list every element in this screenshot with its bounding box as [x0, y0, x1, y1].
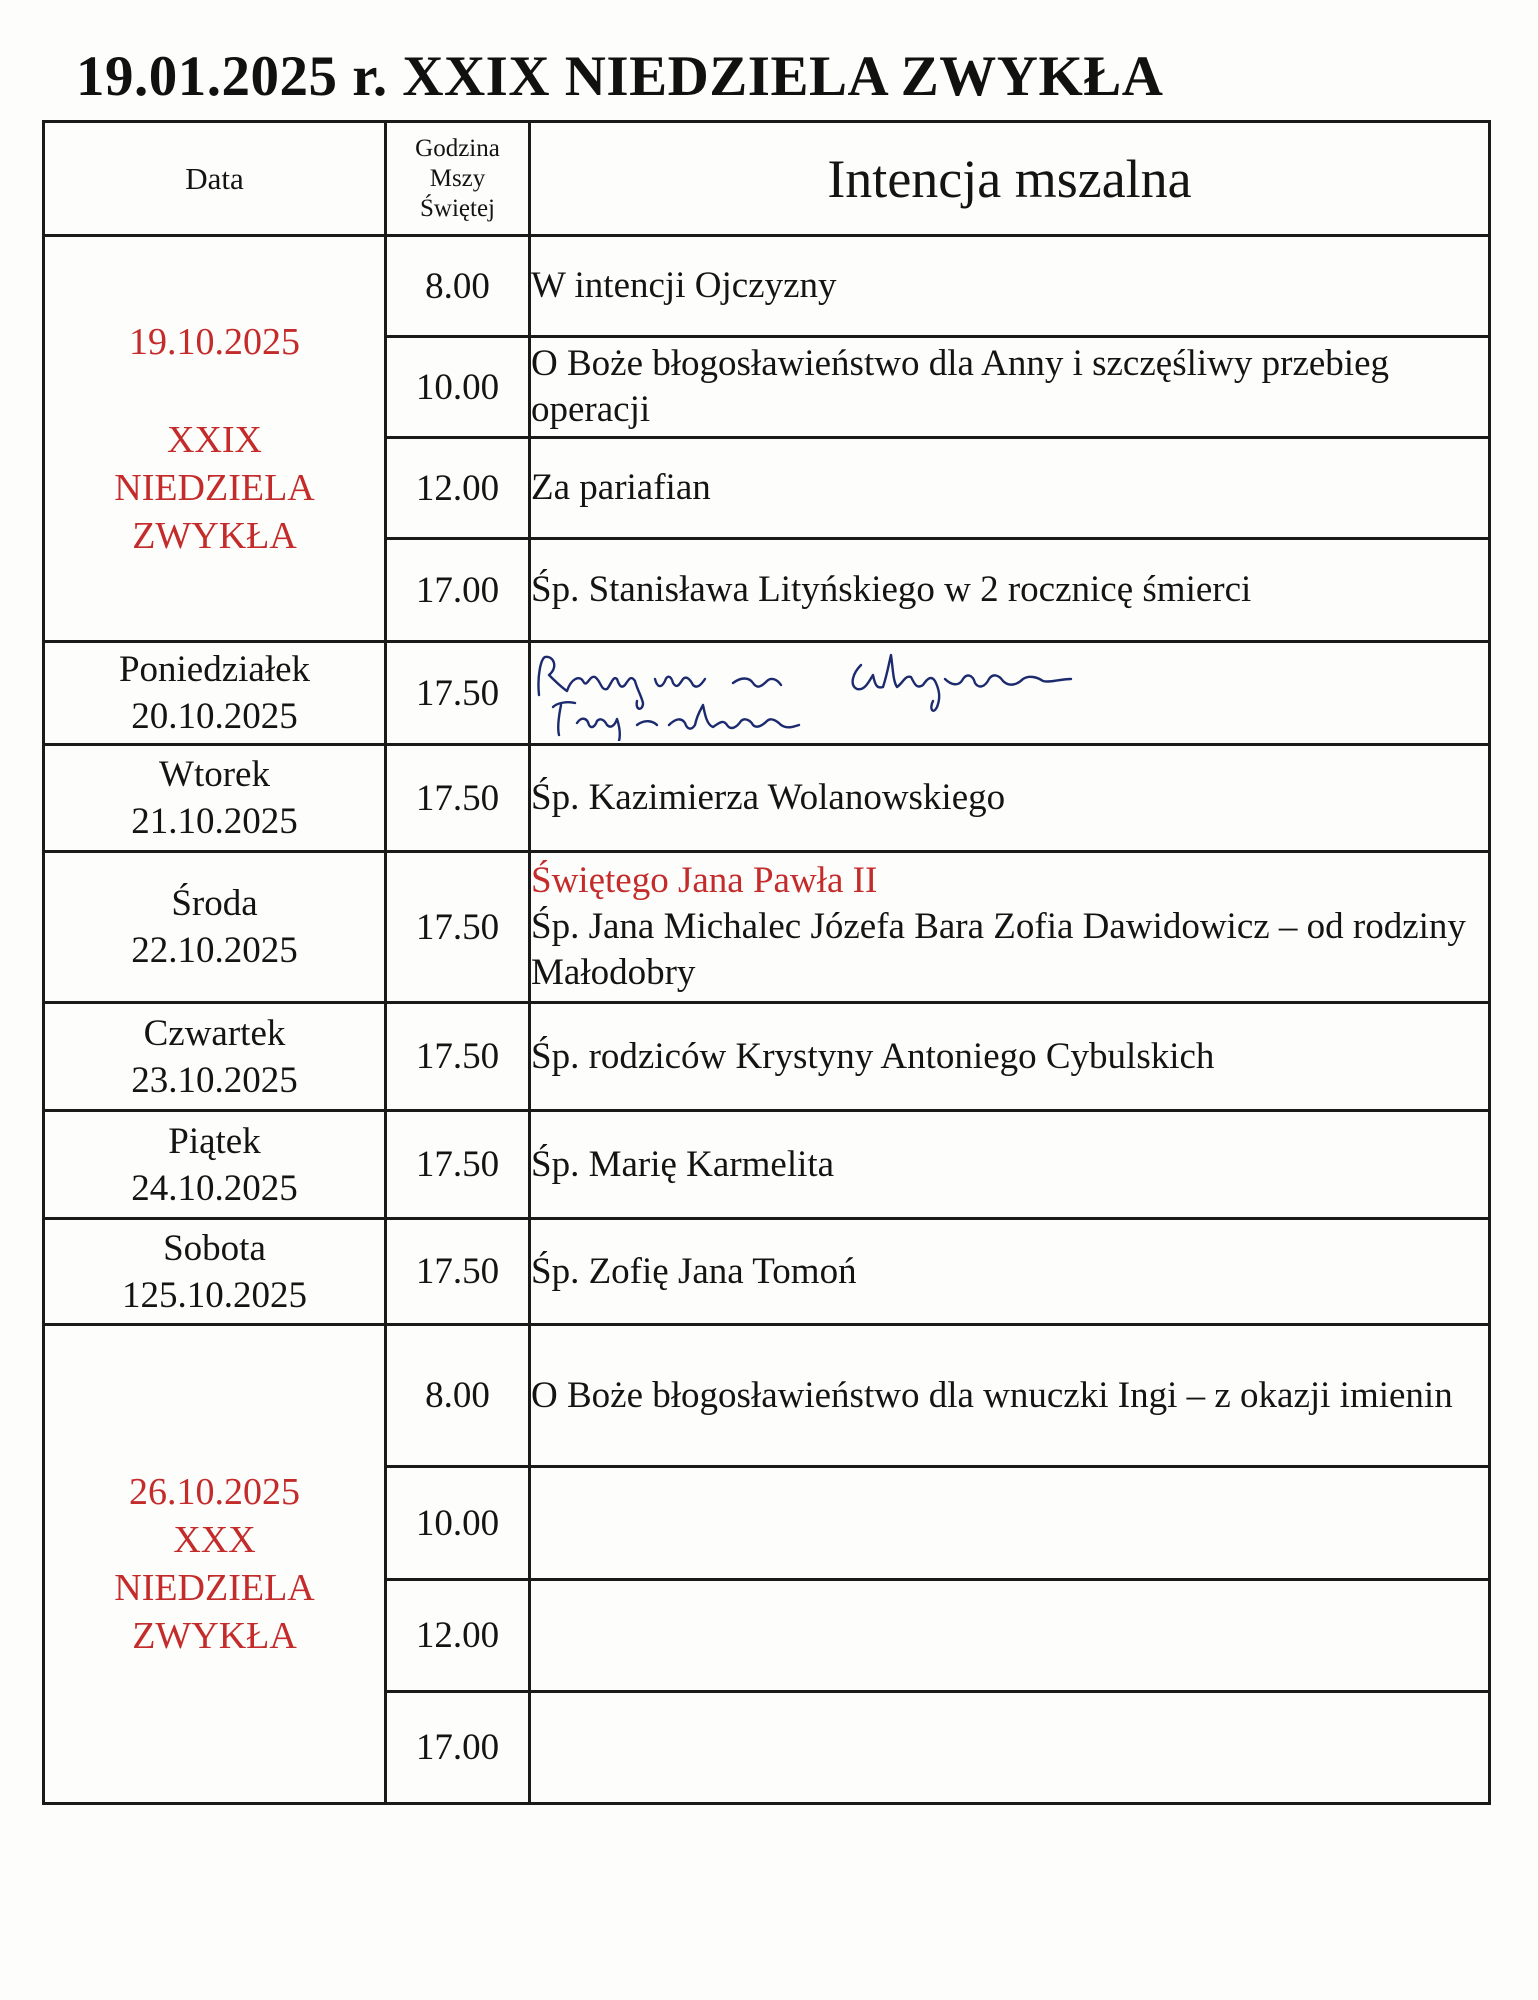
- sunday2-name-line3: ZWYKŁA: [132, 1615, 297, 1657]
- mass-intention: [530, 1467, 1490, 1580]
- table-row: [44, 1003, 1490, 1111]
- sunday2-name-line1: XXX: [173, 1519, 256, 1561]
- table-row: [44, 642, 1490, 745]
- mass-time: 17.50: [386, 745, 530, 852]
- sunday1-date: 19.10.2025: [129, 320, 300, 363]
- mass-intention: O Boże błogosławieństwo dla Anny i szczęśliwy przebieg operacji: [530, 337, 1490, 438]
- mass-intention: [530, 642, 1490, 745]
- weekday-date: 23.10.2025: [131, 1059, 298, 1101]
- header-time-line1: Godzina: [415, 134, 500, 162]
- mass-time: 8.00: [386, 236, 530, 337]
- mass-intention-cell: [530, 852, 1490, 1003]
- mass-intention: Śp. Stanisława Lityńskiego w 2 rocznicę śmierci: [530, 539, 1490, 642]
- header-time-line3: Świętej: [420, 194, 495, 222]
- table-row: [44, 236, 1490, 337]
- weekday-name: Poniedziałek: [118, 649, 311, 690]
- header-time-line2: Mszy: [429, 164, 486, 192]
- weekday-date: 22.10.2025: [131, 930, 298, 971]
- header-time: [386, 122, 530, 236]
- mass-time: 17.50: [386, 1219, 530, 1325]
- page-title: 19.01.2025 r. XXIX NIEDZIELA ZWYKŁA: [76, 45, 1164, 108]
- mass-intention: [530, 1580, 1490, 1692]
- mass-intentions-table: [42, 120, 1491, 1805]
- weekday-name: Sobota: [163, 1227, 266, 1269]
- weekday-name: Czwartek: [143, 1012, 286, 1054]
- table-row: [44, 1325, 1490, 1467]
- table-row: [44, 745, 1490, 852]
- mass-time: 12.00: [386, 1580, 530, 1692]
- mass-time: 17.50: [386, 852, 530, 1003]
- weekday-name: Piątek: [168, 1120, 261, 1162]
- sunday1-name-line2: NIEDZIELA: [114, 466, 315, 509]
- weekday-date: 24.10.2025: [131, 1167, 298, 1209]
- weekday-date-cell: [44, 1219, 386, 1325]
- weekday-date-cell: [44, 642, 386, 745]
- table-header-row: [44, 122, 1490, 236]
- mass-intention: [530, 1692, 1490, 1804]
- weekday-date-cell: [44, 745, 386, 852]
- mass-time: 8.00: [386, 1325, 530, 1467]
- mass-time: 10.00: [386, 337, 530, 438]
- table-row: [44, 1111, 1490, 1219]
- sunday2-date-cell: [44, 1325, 386, 1804]
- mass-time: 12.00: [386, 438, 530, 539]
- mass-time: 17.00: [386, 539, 530, 642]
- mass-intention: Śp. Marię Karmelita: [530, 1111, 1490, 1219]
- mass-intention: Śp. Kazimierza Wolanowskiego: [530, 745, 1490, 852]
- weekday-date-cell: [44, 1111, 386, 1219]
- feast-name: Świętego Jana Pawła II: [531, 860, 878, 901]
- table-row: [44, 1219, 1490, 1325]
- mass-intention: Śp. Jana Michalec Józefa Bara Zofia Dawidowicz – od rodziny Małodobry: [531, 906, 1466, 993]
- mass-intention: Śp. Zofię Jana Tomoń: [530, 1219, 1490, 1325]
- mass-intention: Śp. rodziców Krystyny Antoniego Cybulskich: [530, 1003, 1490, 1111]
- weekday-date: 20.10.2025: [131, 696, 298, 737]
- weekday-date: 21.10.2025: [131, 801, 298, 842]
- sunday1-name-line3: ZWYKŁA: [132, 514, 297, 557]
- weekday-date-cell: [44, 1003, 386, 1111]
- weekday-name: Środa: [171, 883, 258, 924]
- mass-intention: Za pariafian: [530, 438, 1490, 539]
- sunday2-date: 26.10.2025: [129, 1471, 300, 1513]
- mass-intention: O Boże błogosławieństwo dla wnuczki Ingi – z okazji imienin: [530, 1325, 1490, 1467]
- header-date: Data: [44, 122, 386, 236]
- mass-time: 17.50: [386, 1111, 530, 1219]
- table-row: [44, 852, 1490, 1003]
- weekday-date: 125.10.2025: [122, 1274, 307, 1316]
- mass-time: 17.00: [386, 1692, 530, 1804]
- mass-time: 10.00: [386, 1467, 530, 1580]
- weekday-name: Wtorek: [159, 754, 270, 795]
- header-intention: Intencja mszalna: [530, 122, 1490, 236]
- sunday2-name-line2: NIEDZIELA: [114, 1567, 315, 1609]
- mass-time: 17.50: [386, 642, 530, 745]
- mass-time: 17.50: [386, 1003, 530, 1111]
- sunday1-name-line1: XXIX: [167, 418, 262, 461]
- sunday1-date-cell: [44, 236, 386, 642]
- weekday-date-cell: [44, 852, 386, 1003]
- mass-intention: W intencji Ojczyzny: [530, 236, 1490, 337]
- handwritten-intention-icon: [531, 645, 1391, 741]
